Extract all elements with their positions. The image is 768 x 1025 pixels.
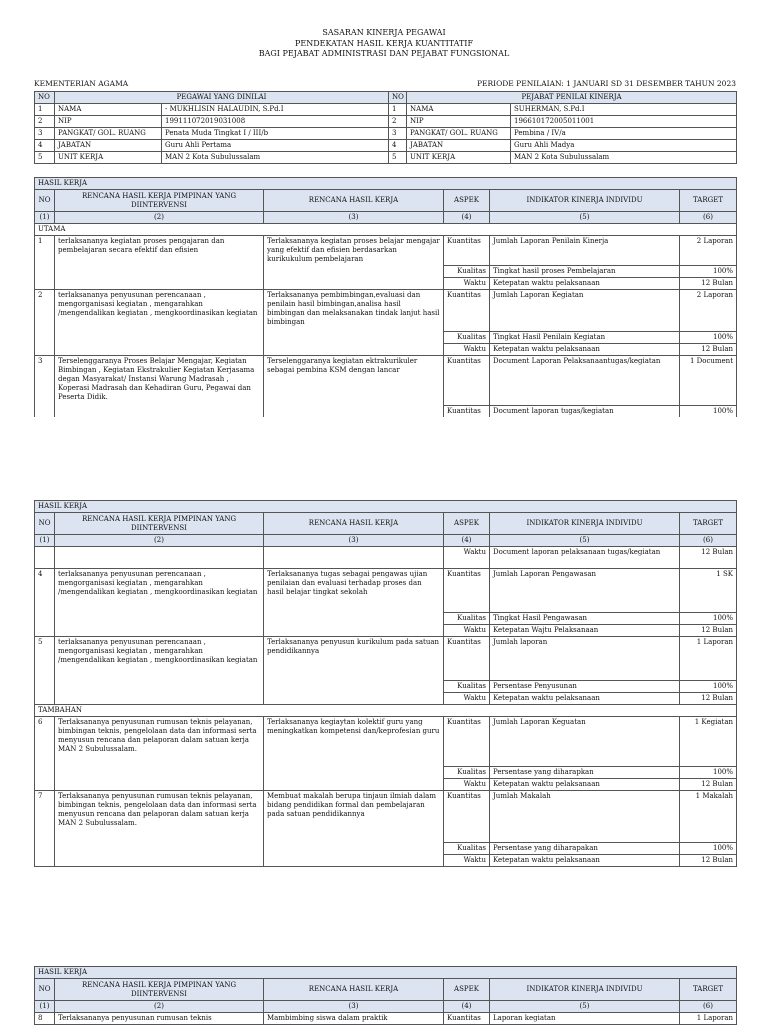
penilai-nama: SUHERMAN, S.Pd.I: [511, 104, 737, 116]
identity-row: [35, 128, 737, 140]
aspek-waktu: Waktu: [444, 547, 490, 569]
row-no: 5: [35, 152, 55, 164]
aspek-kuantitas: Kuantitas: [444, 290, 490, 332]
aspek-waktu: Waktu: [444, 278, 490, 290]
aspek-kuantitas: Kuantitas: [444, 569, 490, 613]
indikator: Persentase yang diharapkan: [490, 767, 680, 779]
target: 100%: [680, 613, 737, 625]
col-indikator: INDIKATOR KINERJA INDIVIDU: [490, 190, 680, 212]
aspek-kuantitas: Kuantitas: [444, 236, 490, 266]
row-label: JABATAN: [407, 140, 511, 152]
identity-table: [34, 91, 737, 164]
aspek-waktu: Waktu: [444, 344, 490, 356]
period: PERIODE PENILAIAN: 1 JANUARI SD 31 DESEMBER TAHUN 2023: [477, 79, 736, 88]
target: 12 Bulan: [680, 278, 737, 290]
aspek-kualitas: Kualitas: [444, 613, 490, 625]
indikator: Jumlah Laporan Penilain Kinerja: [490, 236, 680, 266]
col-rhk-pimpinan: RENCANA HASIL KERJA PIMPINAN YANG DIINTERVENSI: [55, 513, 264, 535]
item-no: 5: [35, 637, 55, 705]
col-target: TARGET: [680, 979, 737, 1001]
aspek-kuantitas: Kuantitas: [444, 356, 490, 406]
col-indikator: INDIKATOR KINERJA INDIVIDU: [490, 979, 680, 1001]
col-number: (6): [680, 1001, 737, 1013]
col-target: TARGET: [680, 190, 737, 212]
item-no: 1: [35, 236, 55, 290]
item-pimpinan: terlaksananya penyusunan perencanaan , mengorganisasi kegiatan , mengarahkan /mengendalikan kegiatan , mengkoordinasikan kegiatan: [55, 569, 264, 637]
item-no: 2: [35, 290, 55, 356]
title-line-3: BAGI PEJABAT ADMINISTRASI DAN PEJABAT FUNGSIONAL: [258, 49, 510, 58]
meta-row: [34, 79, 736, 88]
col-rhk: RENCANA HASIL KERJA: [264, 979, 444, 1001]
item-pimpinan: terlaksananya kegiatan proses pengajaran dan pembelajaran secara efektif dan efisien: [55, 236, 264, 290]
col-number: (4): [444, 1001, 490, 1013]
pegawai-nama: - MUKHLISIN HALAUDIN, S.Pd.I: [162, 104, 389, 116]
indikator: Persentase Penyusunan: [490, 681, 680, 693]
target: 1 Document: [680, 356, 737, 406]
col-no: NO: [35, 979, 55, 1001]
no-header: NO: [35, 92, 55, 104]
target: 100%: [680, 332, 737, 344]
item-row: [35, 236, 737, 266]
penilai-header: PEJABAT PENILAI KINERJA: [407, 92, 737, 104]
target: 100%: [680, 266, 737, 278]
penilai-jabatan: Guru Ahli Madya: [511, 140, 737, 152]
item-no: 8: [35, 1013, 55, 1025]
aspek-waktu: Waktu: [444, 779, 490, 791]
target: 2 Laporan: [680, 290, 737, 332]
section-tambahan: TAMBAHAN: [35, 705, 737, 717]
indikator: Ketepatan waktu pelaksanaan: [490, 779, 680, 791]
row-no: 4: [389, 140, 407, 152]
indikator: Ketepatan waktu pelaksanaan: [490, 855, 680, 867]
col-number: (3): [264, 1001, 444, 1013]
aspek-kualitas: Kualitas: [444, 843, 490, 855]
col-indikator: INDIKATOR KINERJA INDIVIDU: [490, 513, 680, 535]
item-row: [35, 290, 737, 332]
row-no: 2: [35, 116, 55, 128]
col-target: TARGET: [680, 513, 737, 535]
item-rhk: Terlaksananya penyusun kurikulum pada satuan pendidikannya: [264, 637, 444, 705]
item-row: [35, 717, 737, 767]
item-rhk: Terlaksananya kegiatan proses belajar mengajar yang efektif dan efisien berdasarkan kurikukulum pembelajaran: [264, 236, 444, 290]
item-pimpinan: terlaksananya penyusunan perencanaan , mengorganisasi kegiatan , mengarahkan /mengendalikan kegiatan , mengkoordinasikan kegiatan: [55, 637, 264, 705]
identity-row: [35, 104, 737, 116]
penilai-pangkat: Pembina / IV/a: [511, 128, 737, 140]
identity-header: [35, 92, 737, 104]
col-no: NO: [35, 190, 55, 212]
indikator: Jumlah laporan: [490, 637, 680, 681]
row-no: 3: [35, 128, 55, 140]
col-number: (1): [35, 1001, 55, 1013]
indikator: Document laporan pelaksanaan tugas/kegiatan: [490, 547, 680, 569]
row-no: 1: [35, 104, 55, 116]
section-title: HASIL KERJA: [35, 178, 737, 190]
col-rhk: RENCANA HASIL KERJA: [264, 190, 444, 212]
col-number: (5): [490, 1001, 680, 1013]
identity-row: [35, 116, 737, 128]
col-number: (2): [55, 1001, 264, 1013]
pegawai-unit: MAN 2 Kota Subulussalam: [162, 152, 389, 164]
item-pimpinan: Terlaksananya penyusunan rumusan teknis pelayanan, bimbingan teknis, pengelolaan data dan informasi serta menyusun rencana dan pelaporan dalam satuan kerja MAN 2 Subulussalam.: [55, 717, 264, 791]
col-number: (3): [264, 535, 444, 547]
indikator: Jumlah Makalah: [490, 791, 680, 843]
target: 12 Bulan: [680, 779, 737, 791]
title-line-1: SASARAN KINERJA PEGAWAI: [322, 28, 446, 37]
target: 100%: [680, 843, 737, 855]
indikator: Document Laporan Pelaksanaantugas/kegiatan: [490, 356, 680, 406]
indikator: Jumlah Laporan Pengawasan: [490, 569, 680, 613]
col-number: (6): [680, 212, 737, 224]
pegawai-header: PEGAWAI YANG DINILAI: [55, 92, 389, 104]
row-no: 2: [389, 116, 407, 128]
row-no: 5: [389, 152, 407, 164]
aspek-waktu: Waktu: [444, 855, 490, 867]
indikator: Ketepatan waktu pelaksanaan: [490, 693, 680, 705]
penilai-nip: 196610172005011001: [511, 116, 737, 128]
col-number: (1): [35, 212, 55, 224]
aspek-waktu: Waktu: [444, 625, 490, 637]
row-label: PANGKAT/ GOL. RUANG: [407, 128, 511, 140]
penilai-unit: MAN 2 Kota Subulussalam: [511, 152, 737, 164]
col-number: (4): [444, 212, 490, 224]
item-no: 3: [35, 356, 55, 418]
row-label: UNIT KERJA: [407, 152, 511, 164]
col-number: (2): [55, 212, 264, 224]
col-number: (1): [35, 535, 55, 547]
section-utama: UTAMA: [35, 224, 737, 236]
item-no: 4: [35, 569, 55, 637]
hasil-kerja-table-2: [34, 500, 737, 867]
col-number: (6): [680, 535, 737, 547]
col-aspek: ASPEK: [444, 513, 490, 535]
item-pimpinan: Terlaksananya penyusunan rumusan teknis pelayanan, bimbingan teknis, pengelolaan data dan informasi serta menyusun rencana dan pelaporan dalam satuan kerja MAN 2 Subulussalam.: [55, 791, 264, 867]
item-pimpinan: terlaksananya penyusunan perencanaan , mengorganisasi kegiatan , mengarahkan /mengendalikan kegiatan , mengkoordinasikan kegiatan: [55, 290, 264, 356]
row-label: NIP: [55, 116, 162, 128]
row-no: 3: [389, 128, 407, 140]
indikator: Laporan kegiatan: [490, 1013, 680, 1025]
pegawai-nip: 199111072019031008: [162, 116, 389, 128]
row-label: NAMA: [55, 104, 162, 116]
aspek-kuantitas: Kuantitas: [444, 637, 490, 681]
target: 12 Bulan: [680, 547, 737, 569]
row-label: NIP: [407, 116, 511, 128]
indikator: Persentase yang diharapakan: [490, 843, 680, 855]
aspek-waktu: Waktu: [444, 693, 490, 705]
item-row: [35, 1013, 737, 1025]
target: 1 Laporan: [680, 1013, 737, 1025]
target: 12 Bulan: [680, 344, 737, 356]
col-number: (4): [444, 535, 490, 547]
aspek-kualitas: Kualitas: [444, 332, 490, 344]
identity-row: [35, 152, 737, 164]
aspek-kualitas: Kualitas: [444, 767, 490, 779]
item-rhk: Terlaksananya tugas sebagai pengawas ujian penilaian dan evaluasi terhadap proses dan hasil belajar tingkat sekolah: [264, 569, 444, 637]
col-number: (2): [55, 535, 264, 547]
item-rhk: Terlaksananya kegiaytan kolektif guru yang meningkatkan kompetensi dan/keprofesian guru: [264, 717, 444, 791]
target: 100%: [680, 681, 737, 693]
item-row: [35, 637, 737, 681]
row-label: JABATAN: [55, 140, 162, 152]
aspek-kuantitas: Kuantitas: [444, 406, 490, 418]
item-rhk: Terlaksananya pembimbingan,evaluasi dan penilain hasil bimbingan,analisa hasil bimbingan dan melaksanakan tindak lanjut hasil bimbingan: [264, 290, 444, 356]
item-rhk: Membuat makalah berupa tinjaun ilmiah dalam bidang pendidikan formal dan pembelajaran pada satuan pendidikannya: [264, 791, 444, 867]
item-pimpinan: Terselenggaranya Proses Belajar Mengajar, Kegiatan Bimbingan , Kegiatan Ekstrakulier Kegiatan Kerjasama degan Masyarakat/ Instansi Warung Madrasah , Koperasi Madrasah dan Kehadiran Guru, Pegawai dan Peserta Didik.: [55, 356, 264, 418]
item-rhk: Terselenggaranya kegiatan ektrakurikuler sebagai pembina KSM dengan lancar: [264, 356, 444, 418]
aspek-kuantitas: Kuantitas: [444, 717, 490, 767]
target: 100%: [680, 767, 737, 779]
row-label: NAMA: [407, 104, 511, 116]
indikator: Document laporan tugas/kegiatan: [490, 406, 680, 418]
target: 1 Kegiatan: [680, 717, 737, 767]
target: 2 Laporan: [680, 236, 737, 266]
item-pimpinan: Terlaksananya penyusunan rumusan teknis: [55, 1013, 264, 1025]
col-number: (5): [490, 212, 680, 224]
title-line-2: PENDEKATAN HASIL KERJA KUANTITATIF: [294, 38, 474, 48]
indikator: Ketepatan Wajtu Pelaksanaan: [490, 625, 680, 637]
aspek-kualitas: Kualitas: [444, 681, 490, 693]
target: 12 Bulan: [680, 855, 737, 867]
aspek-kualitas: Kualitas: [444, 266, 490, 278]
item-continuation: [35, 547, 737, 569]
item-no: 7: [35, 791, 55, 867]
col-no: NO: [35, 513, 55, 535]
pegawai-jabatan: Guru Ahli Pertama: [162, 140, 389, 152]
identity-row: [35, 140, 737, 152]
target: 1 Makalah: [680, 791, 737, 843]
col-number: (3): [264, 212, 444, 224]
target: 12 Bulan: [680, 693, 737, 705]
col-rhk-pimpinan: RENCANA HASIL KERJA PIMPINAN YANG DIINTERVENSI: [55, 979, 264, 1001]
col-aspek: ASPEK: [444, 190, 490, 212]
item-row: [35, 356, 737, 406]
section-title: HASIL KERJA: [35, 501, 737, 513]
indikator: Jumlah Laporan Kegiatan: [490, 290, 680, 332]
target: 1 SK: [680, 569, 737, 613]
col-rhk: RENCANA HASIL KERJA: [264, 513, 444, 535]
organization: KEMENTERIAN AGAMA: [34, 79, 129, 88]
col-number: (5): [490, 535, 680, 547]
aspek-kuantitas: Kuantitas: [444, 1013, 490, 1025]
row-no: 4: [35, 140, 55, 152]
item-rhk: Mambimbing siswa dalam praktik: [264, 1013, 444, 1025]
section-title: HASIL KERJA: [35, 967, 737, 979]
indikator: Ketepatan waktu pelaksanaan: [490, 278, 680, 290]
item-row: [35, 791, 737, 843]
col-aspek: ASPEK: [444, 979, 490, 1001]
target: 1 Laporan: [680, 637, 737, 681]
row-label: UNIT KERJA: [55, 152, 162, 164]
target: 100%: [680, 406, 737, 418]
indikator: Tingkat Hasil Pengawasan: [490, 613, 680, 625]
row-label: PANGKAT/ GOL. RUANG: [55, 128, 162, 140]
item-row: [35, 569, 737, 613]
hasil-kerja-table-1: [34, 177, 737, 417]
hasil-kerja-table-3: [34, 966, 737, 1025]
row-no: 1: [389, 104, 407, 116]
indikator: Jumlah Laporan Keguatan: [490, 717, 680, 767]
pegawai-pangkat: Penata Muda Tingkat I / III/b: [162, 128, 389, 140]
target: 12 Bulan: [680, 625, 737, 637]
indikator: Tingkat hasil proses Pembelajaran: [490, 266, 680, 278]
col-rhk-pimpinan: RENCANA HASIL KERJA PIMPINAN YANG DIINTERVENSI: [55, 190, 264, 212]
item-no: 6: [35, 717, 55, 791]
aspek-kuantitas: Kuantitas: [444, 791, 490, 843]
document-title: [0, 28, 768, 60]
no-header: NO: [389, 92, 407, 104]
indikator: Ketepatan waktu pelaksanaan: [490, 344, 680, 356]
indikator: Tingkat Hasil Penilain Kegiatan: [490, 332, 680, 344]
